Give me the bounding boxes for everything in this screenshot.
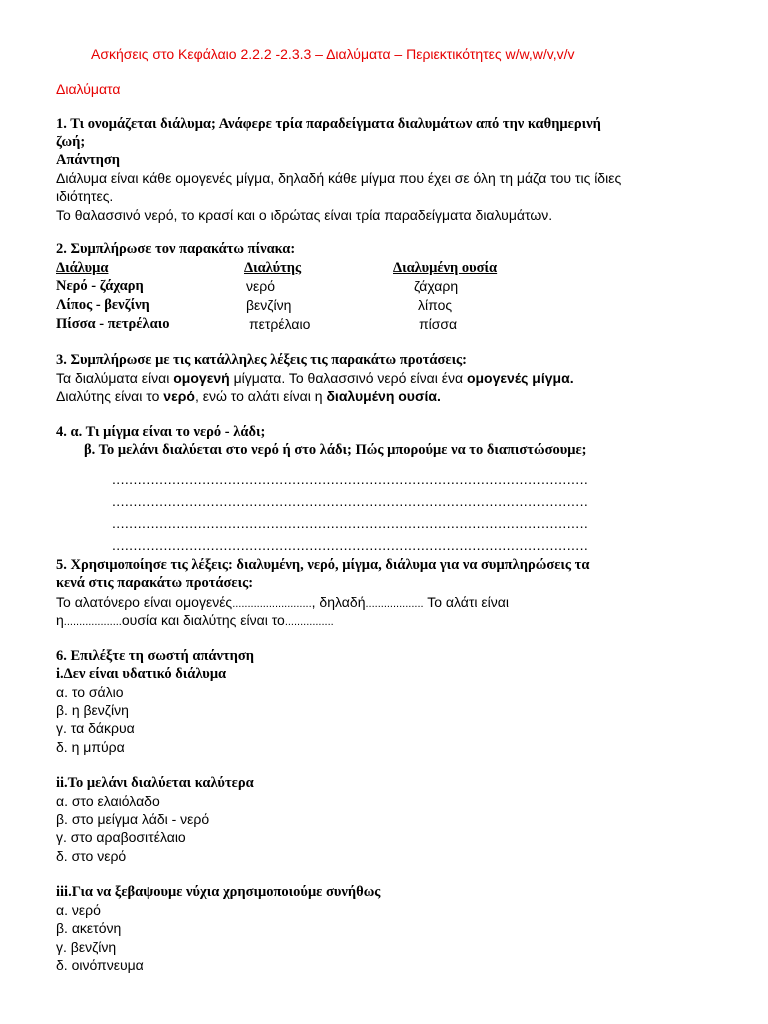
- fill-blank: ................: [284, 616, 334, 628]
- q5-question-line2: κενά στις παρακάτω προτάσεις:: [56, 575, 254, 591]
- fill-blank: ...................: [365, 598, 424, 610]
- q5-question-line1: 5. Χρησιμοποίησε τις λέξεις: διαλυμένη, νερό, μίγμα, διάλυμα για να συμπληρώσεις τα: [56, 557, 590, 573]
- table-cell-solute: λίπος: [418, 297, 453, 313]
- q3-s1-answer-b: ομογενές μίγμα.: [466, 370, 574, 386]
- q6-ii-option: α. στο ελαιόλαδο: [56, 793, 160, 809]
- table-header-solute: Διαλυμένη ουσία: [393, 260, 498, 276]
- q6-ii-option: γ. στο αραβοσιτέλαιο: [56, 829, 186, 845]
- q5-sentence-line2: [56, 611, 334, 631]
- q5-sentence-line1: [56, 593, 509, 613]
- q5-l1-text-b: , δηλαδή: [311, 594, 366, 610]
- answer-dotted-line: ...............................................................................................................: [112, 471, 589, 487]
- q6-ii-option: β. στο μείγμα λάδι - νερό: [56, 811, 210, 827]
- table-cell-solute: ζάχαρη: [414, 278, 459, 294]
- table-header-solution: Διάλυμα: [56, 260, 109, 276]
- answer-dotted-line: ...............................................................................................................: [112, 493, 589, 509]
- q1-answer-line3: Το θαλασσινό νερό, το κρασί και ο ιδρώτας είναι τρία παραδείγματα διαλυμάτων.: [56, 207, 553, 223]
- q3-s2-answer-a: νερό: [163, 388, 195, 404]
- q6-iii-option: β. ακετόνη: [56, 920, 122, 936]
- q1-question-line1: 1. Τι ονομάζεται διάλυμα; Ανάφερε τρία παραδείγματα διαλυμάτων από την καθημερινή: [56, 116, 601, 132]
- table-cell-solution: Λίπος - βενζίνη: [56, 297, 150, 313]
- q6-i-option: α. το σάλιο: [56, 684, 124, 700]
- q6-iii-title: iii.Για να ξεβαψουμε νύχια χρησιμοποιούμε συνήθως: [56, 884, 381, 900]
- answer-dotted-line: ...............................................................................................................: [112, 537, 589, 553]
- q6-question: 6. Επιλέξτε τη σωστή απάντηση: [56, 648, 255, 664]
- q1-question-line2: ζωή;: [56, 134, 86, 150]
- q3-s1-text-a: Τα διαλύματα είναι: [56, 370, 174, 386]
- q1-answer-label: Απάντηση: [56, 152, 121, 168]
- q3-s2-answer-b: διαλυμένη ουσία.: [326, 388, 441, 404]
- fill-blank: ..........................: [232, 598, 312, 610]
- q6-i-option: β. η βενζίνη: [56, 702, 129, 718]
- q6-iii-option: γ. βενζίνη: [56, 939, 117, 955]
- answer-dotted-line: ...............................................................................................................: [112, 515, 589, 531]
- table-header-solvent: Διαλύτης: [244, 260, 302, 276]
- q5-l1-text-c: Το αλάτι είναι: [423, 594, 509, 610]
- table-cell-solution: Νερό - ζάχαρη: [56, 278, 144, 294]
- q6-ii-title: ii.Το μελάνι διαλύεται καλύτερα: [56, 775, 254, 791]
- q3-sentence-2: [56, 387, 441, 405]
- q6-i-option: δ. η μπύρα: [56, 739, 125, 755]
- q4-part-a: 4. α. Τι μίγμα είναι το νερό - λάδι;: [56, 424, 266, 440]
- table-cell-solvent: βενζίνη: [246, 297, 292, 313]
- q1-answer-line1: Διάλυμα είναι κάθε ομογενές μίγμα, δηλαδή κάθε μίγμα που έχει σε όλη τη μάζα του τις ίδιες: [56, 170, 622, 186]
- q3-s2-text-b: , ενώ το αλάτι είναι η: [194, 388, 327, 404]
- q3-s1-answer-a: ομογενή: [173, 370, 230, 386]
- q3-s1-text-b: μίγματα. Το θαλασσινό νερό είναι ένα: [229, 370, 467, 386]
- q3-question: 3. Συμπλήρωσε με τις κατάλληλες λέξεις τις παρακάτω προτάσεις:: [56, 352, 468, 368]
- table-cell-solvent: πετρέλαιο: [249, 316, 311, 332]
- q2-question: 2. Συμπλήρωσε τον παρακάτω πίνακα:: [56, 241, 296, 257]
- q5-l1-text-a: Το αλατόνερο είναι ομογενές: [56, 594, 233, 610]
- q6-i-option: γ. τα δάκρυα: [56, 720, 135, 736]
- q5-l2-text-a: η: [56, 612, 64, 628]
- q4-part-b: β. Το μελάνι διαλύεται στο νερό ή στο λάδι; Πώς μπορούμε να το διαπιστώσουμε;: [84, 442, 587, 458]
- q6-ii-option: δ. στο νερό: [56, 848, 127, 864]
- q6-iii-option: δ. οινόπνευμα: [56, 957, 144, 973]
- q3-s2-text-a: Διαλύτης είναι το: [56, 388, 164, 404]
- section-heading: Διαλύματα: [56, 81, 121, 97]
- table-cell-solute: πίσσα: [419, 316, 458, 332]
- table-cell-solvent: νερό: [246, 278, 275, 294]
- worksheet-title: Ασκήσεις στο Κεφάλαιο 2.2.2 -2.3.3 – Διαλύματα – Περιεκτικότητες w/w,w/v,v/v: [91, 46, 575, 62]
- q1-answer-line2: ιδιότητες.: [56, 188, 114, 204]
- q5-l2-text-b: ουσία και διαλύτης είναι το: [121, 612, 285, 628]
- fill-blank: ...................: [63, 616, 122, 628]
- q6-i-title: i.Δεν είναι υδατικό διάλυμα: [56, 666, 227, 682]
- q3-sentence-1: [56, 369, 574, 387]
- table-cell-solution: Πίσσα - πετρέλαιο: [56, 316, 170, 332]
- q6-iii-option: α. νερό: [56, 902, 101, 918]
